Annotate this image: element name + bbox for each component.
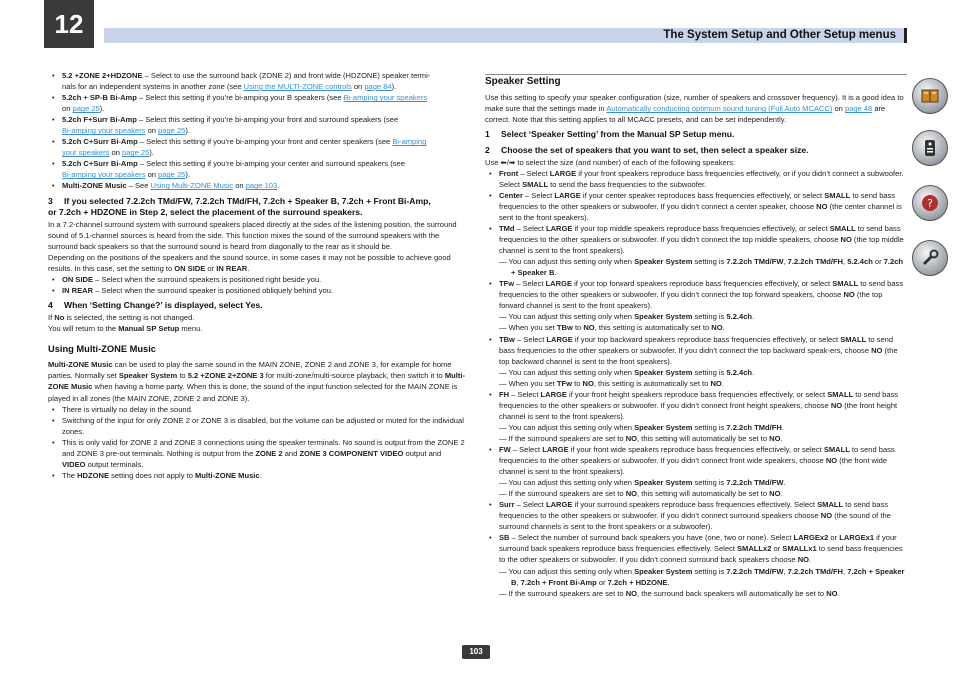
list-item: • TBw – Select LARGE if your top backward speakers reproduce bass frequencies effectively, or select SMALL to send bass frequencies to the other speakers or subwoofer. If you didn’t connect the top backward speak-ers, choose NO (the top backward channel is sent to the front speakers). — [485, 334, 907, 367]
list-item: • Surr – Select LARGE if your surround speakers reproduce bass frequencies effectively. Select SMALL to send bass frequencies to the other speakers or subwoofer. If you didn’t connect surround speakers choose NO (the sound of the surround channels is sent to the front speakers or a subwoofer). — [485, 499, 907, 532]
list-item: • FH – Select LARGE if your front height speakers reproduce bass frequencies effectively, or select SMALL to send bass frequencies to the other speakers or subwoofer. If you didn’t connect front height speakers, choose NO (the front height channel is sent to the front speakers). — [485, 389, 907, 422]
step-1: 1 Select ‘Speaker Setting’ from the Manual SP Setup menu. — [485, 129, 735, 140]
page-link[interactable]: page 48 — [844, 104, 873, 114]
paragraph: Depending on the positions of the speakers and the sound source, in some cases it may not be possible to achieve good results. In this case, set the setting to ON SIDE or IN REAR. — [48, 253, 451, 274]
note: — You can adjust this setting only when Speaker System setting is 7.2.2ch TMd/FW. — [499, 478, 786, 488]
list-item: • 5.2ch + SP-B Bi-Amp – Select this setting if you’re bi-amping your B speakers (see Bi-amping your speakers on page 25). — [48, 92, 466, 114]
note: — If the surround speakers are set to NO, the surround back speakers will automatically be set to NO. — [499, 588, 840, 598]
link[interactable]: Using the MULTI-ZONE controls — [243, 82, 352, 92]
note: — When you set TBw to NO, this setting is automatically set to NO. — [499, 323, 725, 333]
paragraph: You will return to the Manual SP Setup menu. — [48, 324, 203, 334]
step-3: 3 If you selected 7.2.2ch TMd/FW, 7.2.2ch TMd/FH, 7.2ch + Speaker B, 7.2ch + Front Bi-Amp, or 7.2ch + HDZONE in Step 2, select the placement of the surround speakers. — [48, 195, 431, 218]
section-heading: Speaker Setting — [485, 76, 561, 87]
paragraph: In a 7.2-channel surround system with surround speakers placed directly at the sides of the listening position, the surround sound of 5.1-channel sources is heard from the side. This function mixes the sound of the surround speakers with the surround back speakers so that the surround sound is heard from diagonally to the rear as it should be. — [48, 220, 457, 252]
list-item: • Switching of the input for only ZONE 2 or ZONE 3 is disabled, but the volume can be adjusted or muted for the individual zones. — [48, 415, 466, 437]
page-link[interactable]: page 25 — [158, 170, 186, 180]
list-item: • 5.2ch F+Surr Bi-Amp – Select this setting if you’re bi-amping your front and surround speakers (see Bi-amping your speakers on page 25). — [48, 114, 466, 136]
list-item: • This is only valid for ZONE 2 and ZONE 3 connections using the speaker terminals. No sound is output from the ZONE 2 and ZONE 3 pre-out terminals. Nothing is output from the ZONE 2 and ZONE 3 COMPONENT VIDEO output and VIDEO output terminals. — [48, 437, 466, 470]
list-item: • 5.2ch C+Surr Bi-Amp – Select this setting if you’re bi-amping your center and surround speakers (see Bi-amping your speakers on page 25). — [48, 158, 466, 180]
list-item: • There is virtually no delay in the sound. — [48, 404, 466, 415]
faq-icon[interactable] — [912, 185, 948, 221]
section-heading: Using Multi-ZONE Music — [48, 344, 156, 355]
note: — You can adjust this setting only when Speaker System setting is 7.2.2ch TMd/FH. — [499, 422, 784, 432]
step-2: 2 Choose the set of speakers that you want to set, then select a speaker size. — [485, 144, 809, 155]
page-link[interactable]: page 103 — [245, 181, 278, 191]
link[interactable]: Bi-amping — [392, 137, 427, 147]
page-number: 103 — [462, 645, 490, 659]
step-4: 4 When ‘Setting Change?’ is displayed, select Yes. — [48, 300, 263, 311]
paragraph: Multi-ZONE Music can be used to play the same sound in the MAIN ZONE, ZONE 2 and ZONE 3, for example for home parties. Normally set Speaker System to 5.2 +ZONE 2+ZONE 3 for multi-zone/multi-source playback, then switch it to Multi-ZONE Music when having a home party. When this is done, the sound of the input function selected for the MAIN ZONE is played in all zones (the MAIN ZONE, ZONE 2 and ZONE 3). — [48, 360, 465, 403]
note: — If the surround speakers are set to NO, this setting will automatically be set to NO. — [499, 433, 783, 443]
note: — You can adjust this setting only when Speaker System setting is 5.2.4ch. — [499, 312, 755, 322]
tools-icon[interactable] — [912, 240, 948, 276]
link[interactable]: your speakers — [62, 148, 110, 158]
paragraph: Use this setting to specify your speaker configuration (size, number of speakers and crossover frequency). It is a good idea to make sure that the settings made in Automatically conducting optimum sound tuning (Full Auto MCACC) on page 48 are correct. Note that this setting applies to all MCACC presets, and can be set independently. — [485, 93, 904, 125]
list-item: • 5.2ch C+Surr Bi-Amp – Select this setting if you’re bi-amping your front and center speakers (see Bi-amping your speakers on page 25). — [48, 136, 466, 158]
svg-text:?: ? — [927, 197, 933, 210]
note: — You can adjust this setting only when Speaker System setting is 5.2.4ch. — [499, 367, 755, 377]
note: — If the surround speakers are set to NO, this setting will automatically be set to NO. — [499, 489, 783, 499]
page-header-title: The System Setup and Other Setup menus — [663, 29, 896, 41]
paragraph: Use ⬅/➡ to select the size (and number) of each of the following speakers: — [485, 157, 736, 167]
chapter-number: 12 — [44, 0, 94, 48]
list-item: • TMd – Select LARGE if your top middle speakers reproduce bass frequencies effectively, or select SMALL to send bass frequencies to the other speakers or subwoofer. If you didn’t connect the top middle speakers, choose NO (the top middle channel is sent to the front speakers). — [485, 223, 907, 256]
header-bar — [104, 28, 907, 43]
list-item: • 5.2 +ZONE 2+HDZONE – Select to use the surround back (ZONE 2) and front wide (HDZONE) speaker termi- nals for an independent systems in another zone (see Using the MULTI-ZONE controls on page 84). — [48, 70, 466, 92]
note: — You can adjust this setting only when Speaker System setting is 7.2.2ch TMd/FW, 7.2.2ch TMd/FH, 5.2.4ch or 7.2ch + Speaker B. — [499, 257, 904, 278]
link[interactable]: Bi-amping your speakers — [62, 126, 146, 136]
link[interactable]: Automatically conducting optimum sound tuning (Full Auto MCACC) — [606, 104, 833, 114]
page-link[interactable]: page 84 — [364, 82, 392, 92]
paragraph: If No is selected, the setting is not changed. — [48, 313, 195, 323]
list-item: • Center – Select LARGE if your center speaker reproduces bass frequencies effectively, or select SMALL to send bass frequencies to the other speakers or subwoofer. If you didn’t connect a center speaker, choose NO (the center channel is sent to the front speakers). — [485, 190, 907, 223]
list-item: • Multi-ZONE Music – See Using Multi-ZONE Music on page 103. — [48, 180, 466, 191]
list-item: • TFw – Select LARGE if your top forward speakers reproduce bass frequencies effectively, or select SMALL to send bass frequencies to the other speakers or subwoofer. If you didn’t connect the top forward speakers, choose NO (the top forward channel is sent to the front speakers). — [485, 278, 907, 311]
page-link[interactable]: page 25 — [158, 126, 186, 136]
link[interactable]: Bi-amping your speakers — [343, 93, 428, 103]
note: — You can adjust this setting only when Speaker System setting is 7.2.2ch TMd/FW, 7.2.2ch TMd/FH, 7.2ch + Speaker B, 7.2ch + Front Bi-Amp or 7.2ch + HDZONE. — [499, 566, 905, 587]
list-item: • The HDZONE setting does not apply to Multi-ZONE Music. — [48, 470, 466, 481]
list-item: • Front – Select LARGE if your front speakers reproduce bass frequencies effectively, or if you didn’t connect a subwoofer. Select SMALL to send the bass frequencies to the subwoofer. — [485, 168, 907, 190]
page-link[interactable]: page 25 — [72, 104, 100, 114]
list-item: • SB – Select the number of surround back speakers you have (one, two or none). Select LARGEx2 or LARGEx1 if your surround back speakers reproduce bass frequencies effectively. Select SMALLx2 or SMALLx1 to send bass frequencies to the other speakers or subwoofer. If you didn’t connect surround back speakers choose NO. — [485, 532, 907, 565]
list-item: • ON SIDE – Select when the surround speakers is positioned right beside you. — [48, 274, 466, 285]
list-item: • FW – Select LARGE if your front wide speakers reproduce bass frequencies effectively, or select SMALL to send bass frequencies to the other speakers or subwoofer. If you didn’t connect front wide speakers, choose NO (the front wide channel is sent to the front speakers). — [485, 444, 907, 477]
link[interactable]: Using Multi-ZONE Music — [150, 181, 234, 191]
left-column — [48, 70, 466, 481]
list-item: • IN REAR – Select when the surround speaker is positioned obliquely behind you. — [48, 285, 466, 296]
note: — When you set TFw to NO, this setting is automatically set to NO. — [499, 378, 724, 388]
link[interactable]: Bi-amping your speakers — [62, 170, 146, 180]
right-column — [485, 70, 907, 599]
page-link[interactable]: page 25 — [122, 148, 150, 158]
remote-control-icon[interactable] — [912, 130, 948, 166]
book-icon[interactable] — [912, 78, 948, 114]
